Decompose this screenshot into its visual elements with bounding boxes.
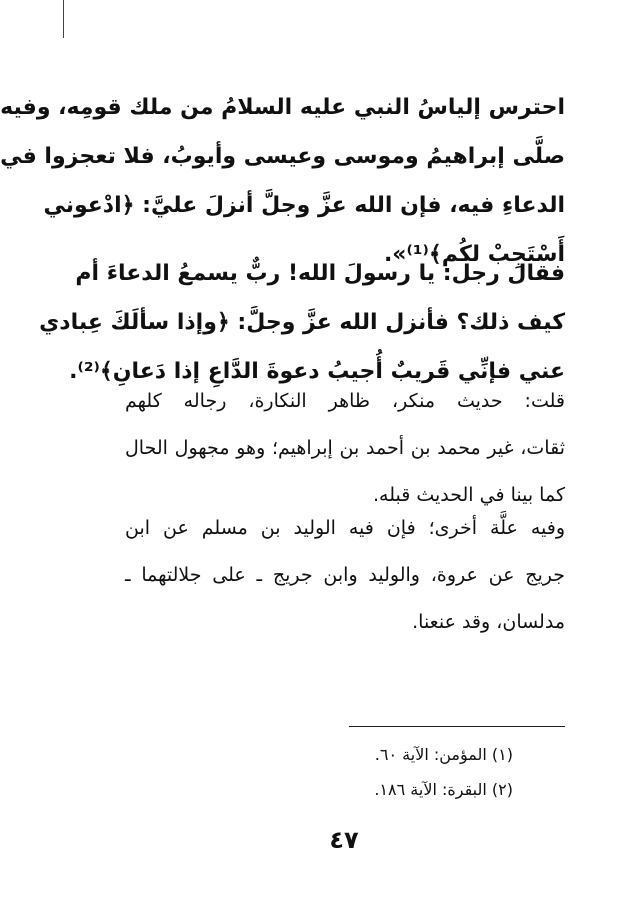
text-line: قلت: حديث منكر، ظاهر النكارة، رجاله كلهم: [125, 390, 565, 412]
hadith-paragraph-2: [39, 249, 565, 396]
text-line: مدلسان، وقد عنعنا.: [412, 611, 565, 633]
text-line: فقال رجل: يا رسولَ الله! ربٌّ يسمعُ الدعاءَ أم: [75, 261, 565, 286]
text-line: جريج عن عروة، والوليد وابن جريج ـ على جلالتهما ـ: [125, 564, 565, 586]
text-line: كما بينا في الحديث قبله.: [372, 484, 565, 506]
footnote-separator: [349, 726, 565, 727]
page-edge-line: [63, 0, 64, 38]
text-line: أَسْتَجِبْ لكُم﴾⁽¹⁾».: [383, 242, 565, 267]
text-line: وفيه علَّة أخرى؛ فإن فيه الوليد بن مسلم عن ابن: [125, 517, 565, 539]
footnote-1: (١) المؤمن: الآية ٦٠.: [374, 745, 513, 764]
text-line: كيف ذلك؟ فأنزل الله عزَّ وجلَّ: ﴿وإذا سألَكَ عِبادي: [39, 310, 565, 335]
text-line: الدعاءِ فيه، فإن الله عزَّ وجلَّ أنزلَ عليَّ: ﴿ادْعوني: [43, 193, 565, 218]
commentary-paragraph-2: [125, 505, 565, 646]
footnote-2: (٢) البقرة: الآية ١٨٦.: [374, 780, 513, 799]
text-line: ثقات، غير محمد بن أحمد بن إبراهيم؛ وهو مجهول الحال: [125, 437, 565, 459]
text-line: احترس إلياسُ النبي عليه السلامُ من ملك قومِه، وفيه: [0, 95, 565, 120]
text-line: عني فإنِّي قَريبٌ أُجيبُ دعوةَ الدَّاعِ إذا دَعانِ﴾⁽²⁾.: [69, 359, 565, 384]
page-number: ٤٧: [329, 826, 359, 854]
commentary-paragraph-1: [125, 378, 565, 519]
footnotes: [213, 737, 513, 807]
text-line: صلَّى إبراهيمُ وموسى وعيسى وأيوبُ، فلا تعجزوا في: [0, 144, 565, 169]
